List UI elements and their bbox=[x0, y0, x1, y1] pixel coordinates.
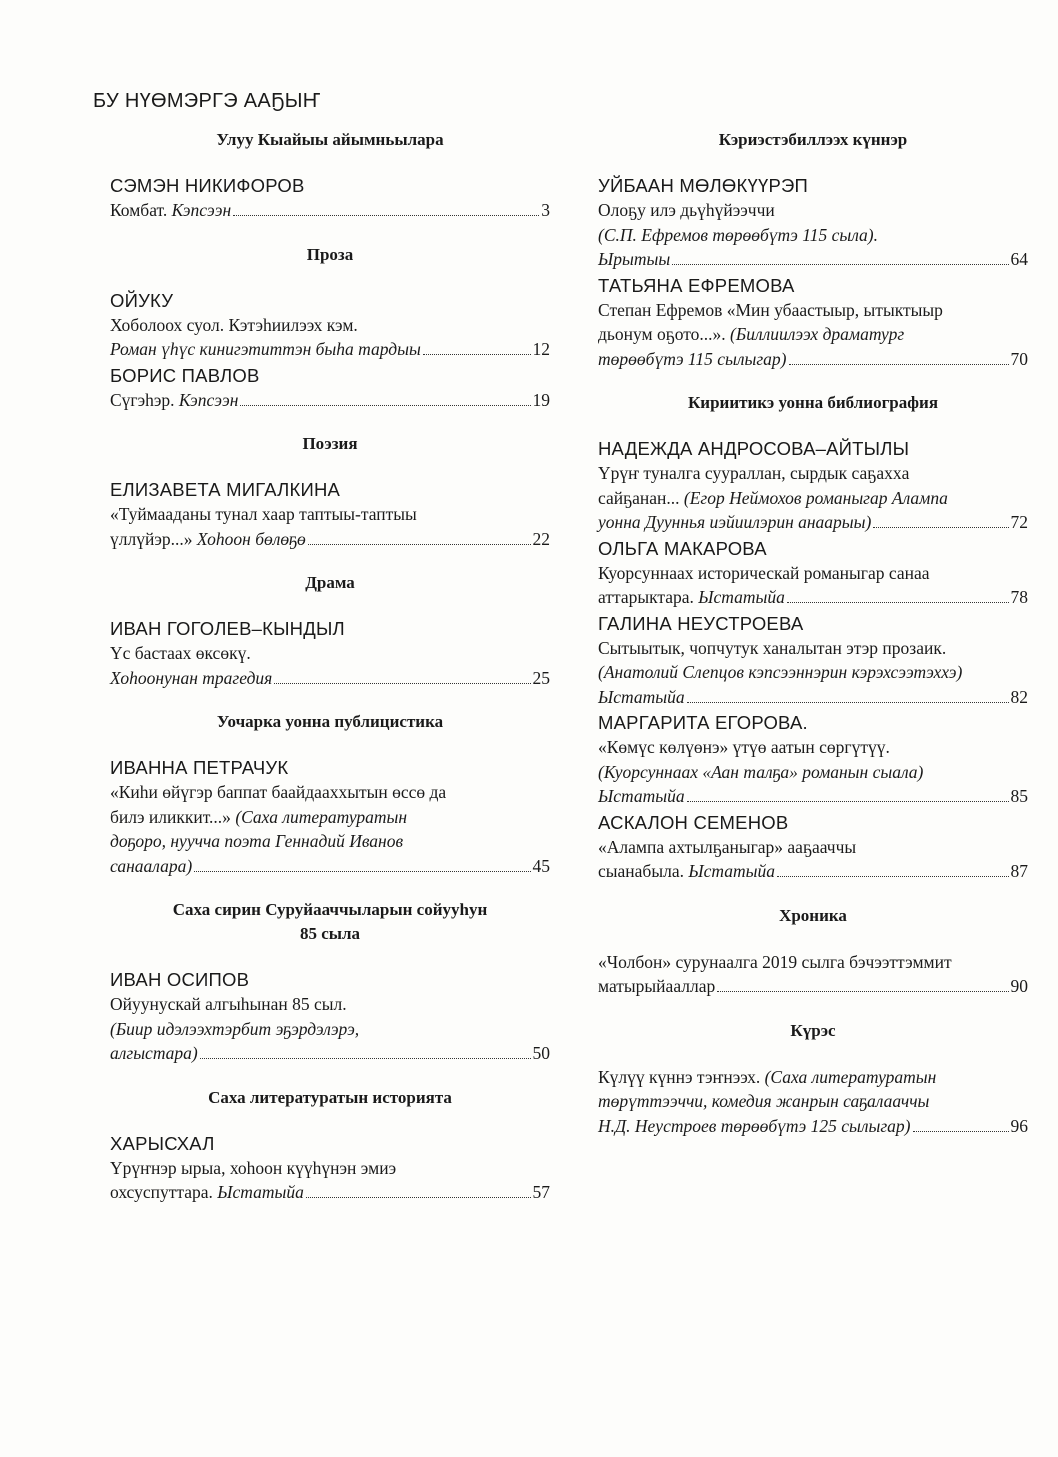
entry-title-line bbox=[110, 829, 550, 854]
section-title: Поэзия bbox=[302, 434, 358, 453]
entry-text-segment: (Биллиилээх драматург bbox=[730, 324, 905, 344]
entry-last-line bbox=[110, 198, 550, 223]
entry-title-line bbox=[598, 223, 1028, 248]
entry-title-line bbox=[598, 486, 1028, 511]
page-number: 87 bbox=[1010, 861, 1028, 881]
toc-section bbox=[110, 243, 550, 413]
entry-last-line bbox=[598, 510, 1028, 535]
section-title: Драма bbox=[305, 573, 355, 592]
entry-text-segment: (С.П. Ефремов төрөөбүтэ 115 сыла). bbox=[598, 224, 879, 245]
entry-text bbox=[598, 247, 670, 272]
entry-title-line bbox=[110, 805, 550, 830]
entry-text-segment: сайҕанан... bbox=[598, 487, 684, 508]
page-number: 64 bbox=[1010, 249, 1028, 269]
page-number: 85 bbox=[1010, 786, 1028, 806]
toc-entry[interactable] bbox=[110, 289, 550, 362]
entry-text-segment: Сытыытык, чопчутук ханалытан этэр прозаик. bbox=[598, 637, 947, 658]
entry-title-line bbox=[598, 735, 1028, 760]
entry-text bbox=[110, 337, 421, 362]
entry-last-line bbox=[110, 854, 550, 879]
entry-text-segment: алгыстара) bbox=[110, 1043, 198, 1063]
toc-entry[interactable] bbox=[110, 364, 550, 413]
entry-text bbox=[598, 1114, 911, 1139]
entry-text bbox=[598, 347, 787, 372]
entry-text-segment: (Саха литературатын bbox=[764, 1066, 937, 1087]
section-title: Кэриэстэбиллээх күннэр bbox=[718, 130, 908, 149]
page-number: 3 bbox=[541, 200, 550, 220]
entry-text-segment: Кэпсээн bbox=[171, 200, 232, 220]
entry-author: УЙБААН МӨЛӨКҮҮРЭП bbox=[598, 175, 808, 196]
page-number: 57 bbox=[532, 1182, 550, 1202]
entry-title-line bbox=[598, 1065, 1028, 1090]
entry-text-segment: (Биир идэлээхтэрбит эҕэрдэлэрэ, bbox=[110, 1018, 360, 1039]
entry-text-segment: (Куорсуннаах «Аан талҕа» романын сыала) bbox=[598, 761, 924, 782]
entry-text-segment: Н.Д. Неустроев төрөөбүтэ 125 сылыгар) bbox=[598, 1115, 911, 1136]
entry-author: ИВАННА ПЕТРАЧУК bbox=[110, 757, 289, 778]
entry-text-segment: Ырытыы bbox=[598, 249, 671, 269]
entry-text-segment: доҕоро, нуучча поэта Геннадий Иванов bbox=[110, 831, 404, 851]
entry-title-line bbox=[598, 950, 1028, 975]
section-title: Саха сирин Суруйааччыларын сойууһун 85 сыла bbox=[172, 900, 488, 943]
entry-title-line bbox=[598, 198, 1028, 223]
entry-text-segment: Степан Ефремов «Мин убаастыыр, ытыктыыр bbox=[598, 299, 943, 320]
toc-entry[interactable] bbox=[598, 1065, 1028, 1139]
entry-text-segment: Ыстатыйа bbox=[217, 1182, 304, 1202]
page-title: БУ НҮӨМЭРГЭ ААҔЫҤ bbox=[93, 90, 321, 112]
entry-last-line bbox=[598, 347, 1028, 372]
entry-author: ИВАН ГОГОЛЕВ–КЫНДЫЛ bbox=[110, 618, 345, 639]
entry-text-segment: Ыстатыйа bbox=[698, 587, 785, 607]
toc-section bbox=[598, 904, 1028, 999]
entry-last-line bbox=[598, 247, 1028, 272]
dot-leader bbox=[240, 405, 530, 406]
entry-text-segment: санаалара) bbox=[110, 855, 193, 876]
toc-entry[interactable] bbox=[598, 537, 1028, 610]
toc-section bbox=[110, 128, 550, 223]
dot-leader bbox=[787, 602, 1009, 603]
entry-text-segment: аттарыктара. bbox=[598, 587, 699, 607]
dot-leader bbox=[687, 801, 1009, 802]
entry-title-line bbox=[598, 636, 1028, 661]
entry-text-segment: Сүгэһэр. bbox=[110, 389, 179, 410]
toc-entry[interactable] bbox=[110, 756, 550, 878]
toc-entry[interactable] bbox=[598, 612, 1028, 710]
entry-text bbox=[110, 1180, 304, 1205]
entry-text-segment: Үрүҥ туналга суураллан, сырдык саҕаххa bbox=[598, 463, 910, 483]
entry-title-line bbox=[110, 1017, 550, 1042]
entry-last-line bbox=[110, 388, 550, 413]
entry-author: ИВАН ОСИПОВ bbox=[110, 969, 250, 990]
entry-author: ОЙУКУ bbox=[110, 289, 174, 311]
dot-leader bbox=[194, 871, 530, 872]
entry-text bbox=[110, 388, 238, 413]
entry-title-line bbox=[598, 1089, 1028, 1114]
entry-title-line bbox=[110, 1156, 550, 1181]
dot-leader bbox=[687, 702, 1009, 703]
dot-leader bbox=[233, 215, 539, 216]
toc-entry[interactable] bbox=[110, 1132, 550, 1205]
toc-entry[interactable] bbox=[598, 950, 1028, 999]
entry-text-segment: Кэпсээн bbox=[178, 389, 239, 410]
entry-text-segment: охсуспуттара. bbox=[110, 1182, 218, 1202]
entry-author: НАДЕЖДА АНДРОСОВА–АЙТЫЛЫ bbox=[598, 438, 910, 459]
entry-text-segment: Күлүү күннэ тэҥнээх. bbox=[598, 1066, 765, 1087]
toc-entry[interactable] bbox=[598, 274, 1028, 372]
entry-text bbox=[110, 198, 231, 223]
page-number: 72 bbox=[1010, 512, 1028, 532]
entry-text bbox=[598, 784, 685, 809]
dot-leader bbox=[873, 527, 1008, 528]
entry-text-segment: (Анатолий Слепцов кэпсээннэрин кэрэхсээтэххэ) bbox=[598, 662, 963, 682]
entry-last-line bbox=[110, 666, 550, 691]
entry-author: ОЛЬГА МАКАРОВА bbox=[598, 537, 767, 559]
dot-leader bbox=[306, 1197, 531, 1198]
entry-text-segment: Үрүҥнэр ырыа, хоһоон күүһүнэн эмиэ bbox=[110, 1157, 397, 1178]
page-number: 90 bbox=[1010, 976, 1028, 996]
entry-text-segment: Куорсуннаах историческай романыгар санаа bbox=[598, 562, 930, 583]
entry-text bbox=[598, 859, 775, 884]
page-number: 78 bbox=[1010, 587, 1028, 607]
entry-text bbox=[110, 666, 272, 691]
entry-text bbox=[598, 585, 785, 610]
entry-title-line bbox=[598, 322, 1028, 347]
entry-text-segment: Ыстатыйа bbox=[598, 686, 685, 707]
entry-text-segment: «Чолбон» сурунаалга 2019 сылга бэчээттэммит bbox=[598, 951, 952, 972]
entry-text bbox=[598, 974, 715, 999]
section-title: Күрэс bbox=[790, 1020, 836, 1040]
toc-entry[interactable] bbox=[110, 174, 550, 223]
entry-author: ГАЛИНА НЕУСТРОЕВА bbox=[598, 612, 804, 634]
entry-text-segment: сыанабыла. bbox=[598, 861, 689, 881]
entry-title-line bbox=[110, 641, 550, 666]
entry-text bbox=[598, 510, 871, 535]
page-number: 45 bbox=[532, 855, 550, 876]
section-title: Проза bbox=[306, 244, 354, 264]
entry-last-line bbox=[110, 527, 550, 552]
entry-last-line bbox=[598, 784, 1028, 809]
entry-text-segment: Ыстатыйа bbox=[598, 786, 685, 806]
entry-text-segment: (Егор Неймохов романыгар Алампа bbox=[683, 487, 948, 508]
entry-last-line bbox=[598, 859, 1028, 884]
entry-author: АСКАЛОН СЕМЕНОВ bbox=[598, 811, 789, 833]
page-number: 19 bbox=[532, 389, 550, 410]
entry-last-line bbox=[598, 1114, 1028, 1139]
toc-entry[interactable] bbox=[598, 437, 1028, 535]
entry-text bbox=[598, 685, 685, 710]
section-title: Саха литературатын историята bbox=[208, 1087, 452, 1107]
toc-section bbox=[598, 1019, 1028, 1139]
entry-title-line bbox=[110, 502, 550, 527]
page-number: 25 bbox=[532, 667, 550, 688]
entry-text-segment: Роман үһүс кинигэтиттэн быһа тардыы bbox=[110, 339, 421, 359]
dot-leader bbox=[274, 683, 530, 684]
toc-entry[interactable] bbox=[110, 968, 550, 1066]
entry-last-line bbox=[110, 1180, 550, 1205]
entry-text bbox=[110, 527, 306, 552]
page-number: 50 bbox=[532, 1043, 550, 1063]
entry-text-segment: «Киһи өйүгэр баппат баайдааххытын өссө да bbox=[110, 782, 447, 802]
entry-text-segment: «Туймааданы тунал хаар таптыы-таптыы bbox=[110, 504, 417, 524]
entry-last-line bbox=[598, 974, 1028, 999]
toc-entry[interactable] bbox=[110, 617, 550, 690]
entry-text-segment: Үс бастаах өксөкү. bbox=[110, 643, 251, 663]
toc-column-left bbox=[110, 128, 550, 1225]
section-title: Уочарка уонна публицистика bbox=[216, 712, 444, 731]
entry-title-line bbox=[598, 298, 1028, 323]
section-title: Улуу Кыайыы айымньылара bbox=[216, 130, 444, 149]
toc-section bbox=[110, 710, 550, 878]
entry-text-segment: «Көмүс көлүөнэ» үтүө аатын сөргүтүү. bbox=[598, 737, 890, 757]
toc-entry[interactable] bbox=[110, 478, 550, 551]
entry-last-line bbox=[598, 685, 1028, 710]
dot-leader bbox=[200, 1058, 531, 1059]
dot-leader bbox=[913, 1131, 1009, 1132]
dot-leader bbox=[777, 876, 1009, 877]
entry-title-line bbox=[598, 760, 1028, 785]
dot-leader bbox=[672, 264, 1008, 265]
entry-text-segment: Ыстатыйа bbox=[688, 861, 775, 881]
entry-text-segment: төрөөбүтэ 115 сылыгар) bbox=[598, 348, 787, 369]
page-number: 96 bbox=[1010, 1115, 1028, 1136]
entry-text-segment: (Саха литературатын bbox=[235, 806, 408, 827]
toc-entry[interactable] bbox=[598, 174, 1028, 272]
entry-title-line bbox=[598, 461, 1028, 486]
toc-section bbox=[110, 571, 550, 690]
dot-leader bbox=[789, 364, 1009, 365]
entry-text-segment: төрүттээччи, комедия жанрын саҕалааччы bbox=[598, 1091, 930, 1111]
page-number: 12 bbox=[532, 339, 550, 359]
entry-last-line bbox=[598, 585, 1028, 610]
entry-text bbox=[110, 854, 192, 879]
toc-entry[interactable] bbox=[598, 811, 1028, 884]
toc-section bbox=[598, 391, 1028, 884]
toc-column-right bbox=[598, 128, 1028, 1158]
page-number: 70 bbox=[1010, 348, 1028, 369]
entry-title-line bbox=[110, 992, 550, 1017]
entry-title-line bbox=[598, 835, 1028, 860]
toc-section bbox=[598, 128, 1028, 371]
entry-last-line bbox=[110, 1041, 550, 1066]
dot-leader bbox=[717, 991, 1008, 992]
entry-last-line bbox=[110, 337, 550, 362]
entry-author: СЭМЭН НИКИФОРОВ bbox=[110, 175, 305, 196]
toc-section bbox=[110, 432, 550, 551]
dot-leader bbox=[423, 354, 531, 355]
entry-text-segment: Олоҕу илэ дьүһүйээччи bbox=[598, 200, 775, 220]
entry-text-segment: Ойуунускай алгыһынан 85 сыл. bbox=[110, 994, 347, 1014]
dot-leader bbox=[308, 544, 531, 545]
entry-text-segment: Хоһоон бөлөҕө bbox=[196, 528, 306, 549]
entry-title-line bbox=[598, 561, 1028, 586]
entry-title-line bbox=[110, 313, 550, 338]
toc-entry[interactable] bbox=[598, 711, 1028, 809]
section-title: Хроника bbox=[779, 905, 847, 925]
entry-text-segment: дьонум оҕото...». bbox=[598, 324, 731, 344]
toc-section bbox=[110, 1086, 550, 1205]
entry-author: ХАРЫСХАЛ bbox=[110, 1132, 215, 1154]
entry-text-segment: матырыйааллар bbox=[598, 976, 716, 996]
entry-title-line bbox=[110, 780, 550, 805]
entry-text-segment: «Алампа ахтылҕаныгар» ааҕааччы bbox=[598, 836, 857, 857]
page-number: 22 bbox=[532, 528, 550, 549]
entry-text-segment: уонна Дууннья иэйиилэрин анаарыы) bbox=[598, 512, 872, 532]
entry-author: МАРГАРИТА ЕГОРОВА. bbox=[598, 712, 808, 733]
entry-author: ЕЛИЗАВЕТА МИГАЛКИНА bbox=[110, 479, 341, 500]
toc-section bbox=[110, 898, 550, 1066]
section-title: Кириитикэ уонна библиография bbox=[687, 393, 939, 412]
entry-author: ТАТЬЯНА ЕФРЕМОВА bbox=[598, 274, 795, 296]
page-number: 82 bbox=[1010, 686, 1028, 707]
entry-text-segment: Хоһоонунан трагедия bbox=[110, 667, 273, 688]
entry-text-segment: Комбат. bbox=[110, 200, 172, 220]
entry-text-segment: билэ иликкит...» bbox=[110, 806, 236, 827]
entry-text bbox=[110, 1041, 198, 1066]
entry-text-segment: Хоболоох суол. Кэтэһиилээх кэм. bbox=[110, 314, 358, 335]
entry-title-line bbox=[598, 660, 1028, 685]
entry-author: БОРИС ПАВЛОВ bbox=[110, 364, 260, 386]
entry-text-segment: үллүйэр...» bbox=[110, 528, 197, 549]
